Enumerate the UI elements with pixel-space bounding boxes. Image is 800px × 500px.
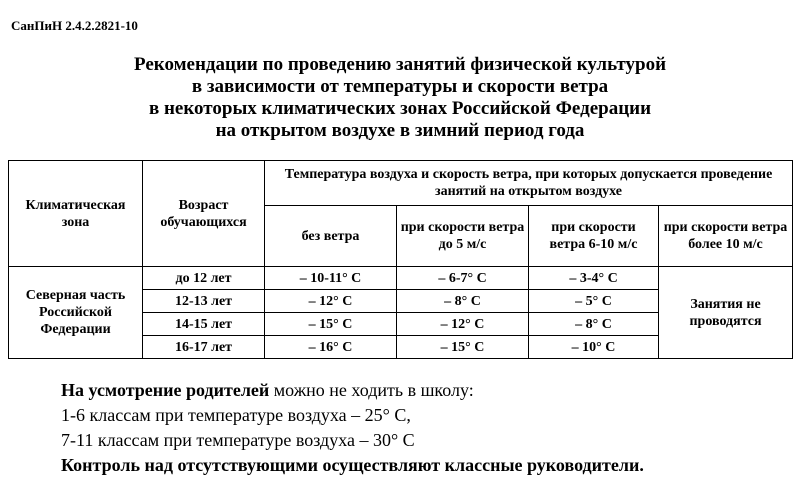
wind10-cell: – 5° С: [529, 290, 659, 313]
age-cell: до 12 лет: [143, 267, 265, 290]
table-header-row: [9, 161, 793, 206]
header-temperature-group: Температура воздуха и скорость ветра, при которых допускается проведение занятий на открытом воздухе: [265, 161, 793, 206]
note-line-4: [61, 453, 644, 478]
document-code: СанПиН 2.4.2.2821-10: [11, 18, 138, 33]
recommendation-table: [8, 160, 793, 359]
age-cell: 16-17 лет: [143, 336, 265, 359]
header-zone: Климатическая зона: [9, 161, 143, 267]
wind5-cell: – 8° С: [397, 290, 529, 313]
wind10-cell: – 3-4° С: [529, 267, 659, 290]
note-skip-school: можно не ходить в школу:: [269, 380, 474, 400]
no-wind-cell: – 15° С: [265, 313, 397, 336]
wind5-cell: – 15° С: [397, 336, 529, 359]
header-age: Возраст обучающихся: [143, 161, 265, 267]
age-cell: 14-15 лет: [143, 313, 265, 336]
header-wind-6-10: при скорости ветра 6-10 м/с: [529, 206, 659, 267]
table-row: [9, 267, 793, 290]
note-line-2: 1-6 классам при температуре воздуха – 25° С,: [61, 405, 411, 425]
title-line-1: Рекомендации по проведению занятий физической культурой: [133, 54, 667, 75]
header-wind-5: при скорости ветра до 5 м/с: [397, 206, 529, 267]
no-wind-cell: – 12° С: [265, 290, 397, 313]
wind10-cell: – 10° С: [529, 336, 659, 359]
note-parents-discretion: На усмотрение родителей: [61, 380, 270, 400]
notes-block: [61, 378, 644, 478]
note-line-3: 7-11 классам при температуре воздуха – 30° С: [61, 430, 415, 450]
wind5-cell: – 6-7° С: [397, 267, 529, 290]
wind10-cell: – 8° С: [529, 313, 659, 336]
document-title: [0, 54, 800, 142]
age-cell: 12-13 лет: [143, 290, 265, 313]
note-control: Контроль над отсутствующими осуществляют классные руководители.: [61, 455, 644, 475]
title-line-2: в зависимости от температуры и скорости ветра: [191, 76, 609, 97]
note-line-1: [61, 378, 644, 403]
no-wind-cell: – 10-11° С: [265, 267, 397, 290]
title-line-4: на открытом воздухе в зимний период года: [215, 120, 585, 141]
header-wind-over-10: при скорости ветра более 10 м/с: [659, 206, 793, 267]
header-no-wind: без ветра: [265, 206, 397, 267]
zone-cell: Северная часть Российской Федерации: [9, 267, 143, 359]
no-class-cell: Занятия не проводятся: [659, 267, 793, 359]
title-line-3: в некоторых климатических зонах Российской Федерации: [148, 98, 652, 119]
wind5-cell: – 12° С: [397, 313, 529, 336]
no-wind-cell: – 16° С: [265, 336, 397, 359]
